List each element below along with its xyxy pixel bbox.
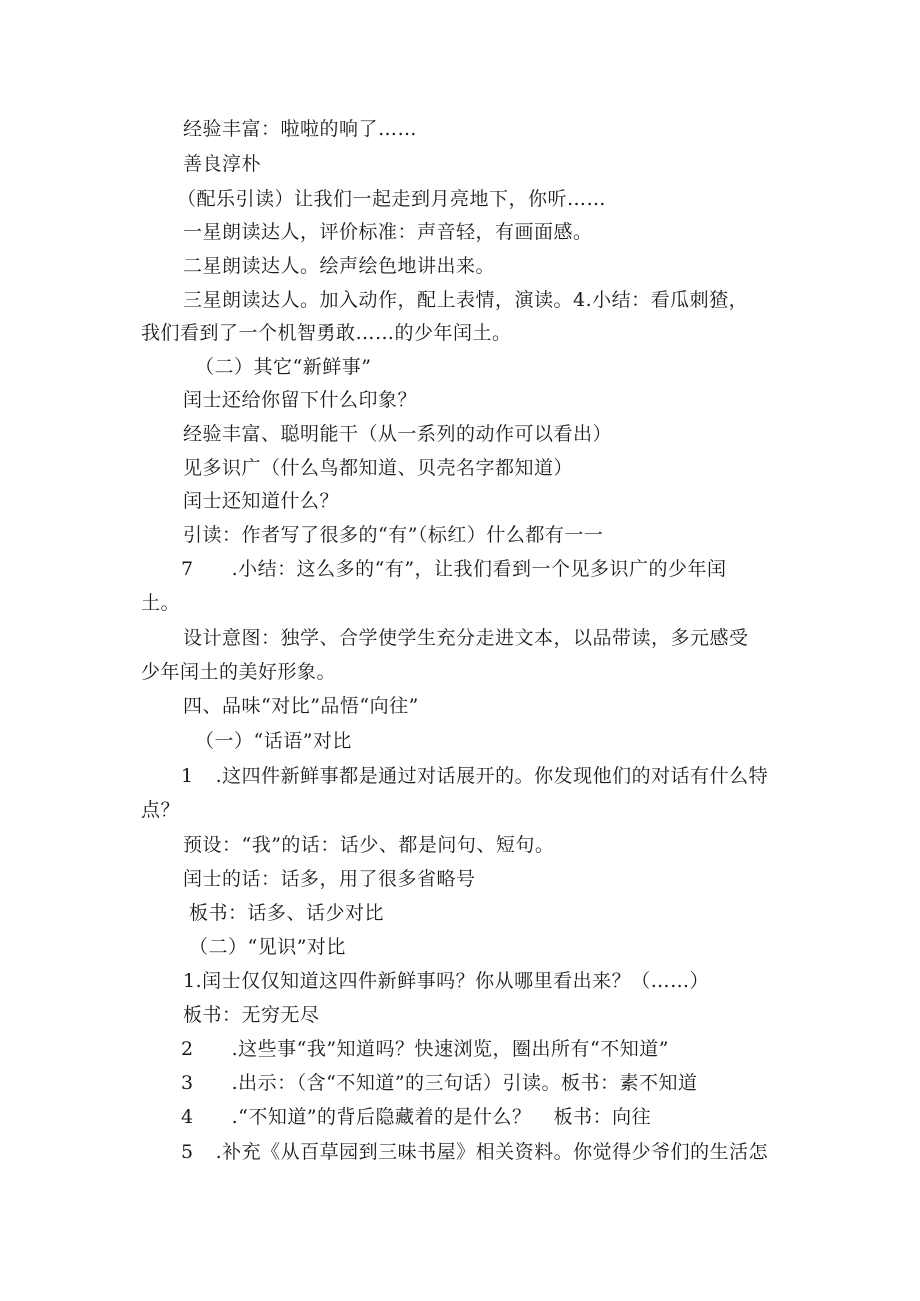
text-line: 三星朗读达人。加入动作，配上表情，演读。4.小结：看瓜刺猹， (183, 289, 749, 311)
text-line: 闰士还知道什么？ (183, 490, 340, 512)
section-heading: （二）“见识”对比 (189, 936, 346, 958)
text-line: 二星朗读达人。绘声绘色地讲出来。 (183, 255, 496, 277)
text-line: 板书：无穷无尽 (183, 1004, 320, 1026)
text-line: 引读：作者写了很多的“有”（标红）什么都有一一 (183, 524, 604, 546)
text-line: 预设：“我”的话：话少、都是问句、短句。 (183, 834, 555, 856)
list-number: 7 (181, 558, 194, 580)
text-line: 点？ (141, 799, 181, 821)
list-text: 板书：向往 (553, 1106, 652, 1128)
list-number: 2 (181, 1038, 194, 1060)
text-line: 板书：话多、话少对比 (189, 902, 385, 924)
list-text: .小结：这么多的“有”，让我们看到一个见多识广的少年闰 (231, 558, 727, 580)
numbered-line (181, 1071, 698, 1095)
text-line: 一星朗读达人，评价标准：声音轻，有画面感。 (183, 221, 593, 243)
text-line: 我们看到了一个机智勇敢……的少年闰土。 (141, 322, 512, 344)
text-line: 闰士还给你留下什么印象？ (183, 389, 418, 411)
list-text: .这四件新鲜事都是通过对话展开的。你发现他们的对话有什么特 (215, 765, 769, 787)
section-heading: 四、品味“对比”品悟“向往” (183, 695, 419, 717)
list-number: 4 (181, 1106, 194, 1128)
list-text: .这些事“我”知道吗？快速浏览，圈出所有“不知道” (231, 1038, 669, 1060)
text-line: 土。 (141, 592, 181, 614)
numbered-line (181, 1140, 768, 1164)
text-line: 闰士的话：话多，用了很多省略号 (183, 868, 476, 890)
text-line: 设计意图：独学、合学使学生充分走进文本，以品带读，多元感受 (183, 627, 749, 649)
numbered-line (181, 1037, 669, 1061)
section-heading: （一）“话语”对比 (195, 730, 352, 752)
list-text: .出示：（含“不知道”的三句话）引读。板书：素不知道 (231, 1072, 698, 1094)
text-line: 1.闰士仅仅知道这四件新鲜事吗？你从哪里看出来？（……） (183, 970, 710, 992)
list-text: .补充《从百草园到三味书屋》相关资料。你觉得少爷们的生活怎 (215, 1141, 769, 1163)
text-line: 见多识广（什么鸟都知道、贝壳名字都知道） (183, 457, 574, 479)
list-number: 1 (181, 765, 194, 787)
list-number: 5 (181, 1141, 194, 1163)
list-text: .“不知道”的背后隐藏着的是什么？ (231, 1106, 532, 1128)
section-heading: （二）其它“新鲜事” (195, 356, 372, 378)
numbered-line (181, 1105, 651, 1129)
list-number: 3 (181, 1072, 194, 1094)
text-line: 经验丰富：啦啦的响了…… (183, 118, 418, 140)
text-line: 经验丰富、聪明能干（从一系列的动作可以看出） (183, 423, 613, 445)
text-line: 善良淳朴 (183, 153, 262, 175)
text-line: （配乐引读）让我们一起走到月亮地下，你听…… (177, 188, 607, 210)
numbered-line (181, 764, 768, 788)
numbered-line (181, 557, 727, 581)
text-line: 少年闰土的美好形象。 (141, 661, 337, 683)
